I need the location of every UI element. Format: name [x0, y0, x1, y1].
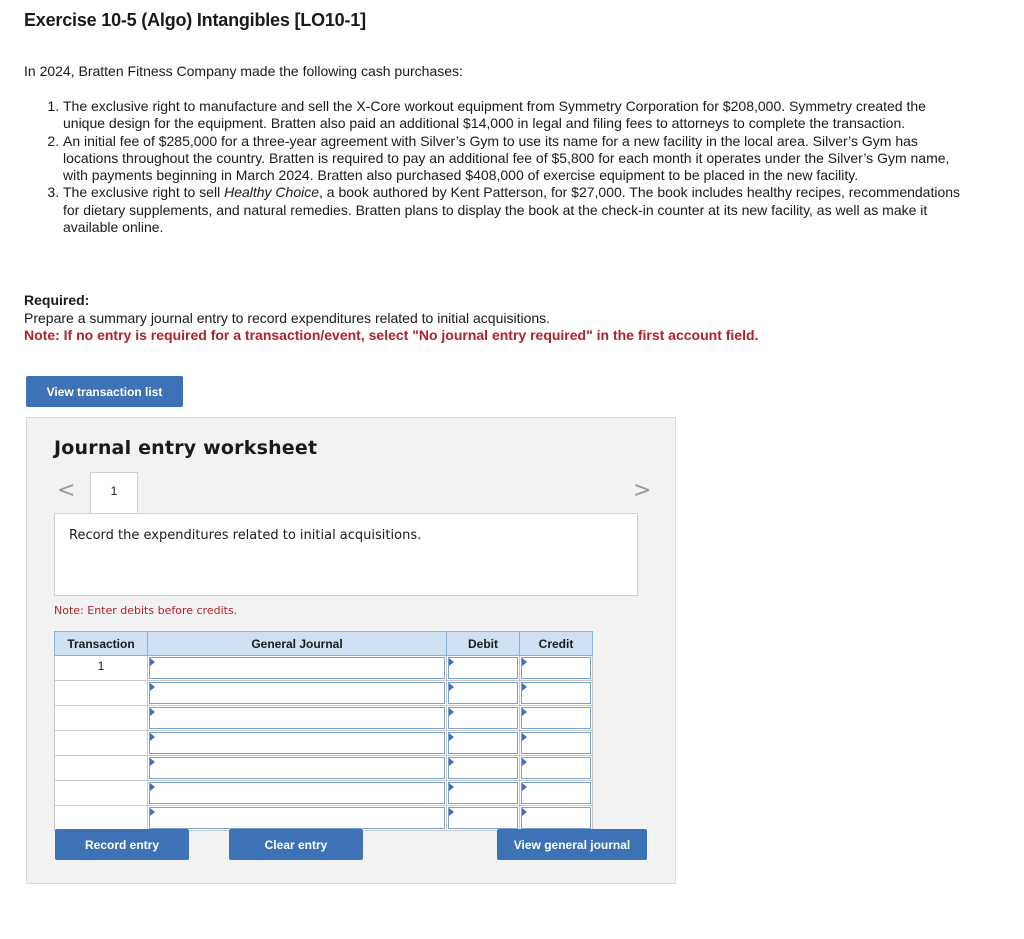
transaction-cell — [55, 706, 148, 731]
intro-text: In 2024, Bratten Fitness Company made the following cash purchases: — [24, 63, 463, 79]
debit-field[interactable] — [447, 756, 520, 781]
account-field[interactable] — [148, 756, 447, 781]
table-row — [55, 656, 593, 681]
transaction-cell: 1 — [55, 656, 148, 681]
view-transaction-list-button[interactable]: View transaction list — [26, 376, 183, 407]
required-section — [24, 292, 758, 345]
purchase-list — [40, 98, 963, 236]
description-text: Record the expenditures related to initial acquisitions. — [69, 528, 422, 543]
header-transaction: Transaction — [55, 632, 148, 656]
header-debit: Debit — [447, 632, 520, 656]
account-field[interactable] — [148, 656, 447, 681]
prev-arrow-icon[interactable]: < — [57, 478, 76, 503]
debit-field[interactable] — [447, 781, 520, 806]
account-field[interactable] — [148, 806, 447, 831]
account-field[interactable] — [148, 781, 447, 806]
credit-field[interactable] — [520, 806, 593, 831]
credit-field[interactable] — [520, 781, 593, 806]
item-text: An initial fee of $285,000 for a three-year agreement with Silver’s Gym to use its name for a new facility in the local area. Silver’s Gym has locations throughout the country. Bratten is required to pay an additional fee of $5,800 for each month it operates under the Silver’s Gym name, with payments beginning in March 2024. Bratten also purchased $408,000 of exercise equipment to be placed in the new facility. — [63, 132, 950, 184]
account-field[interactable] — [148, 731, 447, 756]
account-field[interactable] — [148, 706, 447, 731]
transaction-cell — [55, 681, 148, 706]
account-field[interactable] — [148, 681, 447, 706]
required-label: Required: — [24, 292, 90, 308]
table-row — [55, 781, 593, 806]
credit-field[interactable] — [520, 656, 593, 681]
table-row — [55, 706, 593, 731]
page-title: Exercise 10-5 (Algo) Intangibles [LO10-1] — [24, 10, 366, 30]
required-instruction: Prepare a summary journal entry to record expenditures related to initial acquisitions. — [24, 309, 551, 326]
item-text-post: , a book authored by Kent Patterson, for $27,000. The book includes healthy recipes, recommendations for dietary supplements, and natural remedies. Bratten plans to display the book at the check-in counter at its new facility, as well as make it available online. — [63, 184, 961, 236]
list-item — [63, 184, 963, 236]
table-row — [55, 806, 593, 831]
header-general-journal: General Journal — [148, 632, 447, 656]
tab-1[interactable]: 1 — [90, 472, 138, 514]
transaction-cell — [55, 781, 148, 806]
view-general-journal-button[interactable]: View general journal — [497, 829, 647, 860]
required-note: Note: If no entry is required for a transaction/event, select "No journal entry required" in the first account field. — [24, 327, 759, 343]
journal-entry-worksheet — [26, 417, 676, 884]
description-box — [54, 513, 638, 596]
list-item — [63, 98, 963, 133]
list-item — [63, 133, 963, 185]
transaction-cell — [55, 756, 148, 781]
credit-field[interactable] — [520, 731, 593, 756]
debit-field[interactable] — [447, 731, 520, 756]
next-arrow-icon[interactable]: > — [633, 478, 652, 503]
table-row — [55, 681, 593, 706]
credit-field[interactable] — [520, 756, 593, 781]
debit-field[interactable] — [447, 681, 520, 706]
journal-table — [54, 631, 593, 831]
debit-field[interactable] — [447, 806, 520, 831]
transaction-cell — [55, 731, 148, 756]
clear-entry-button[interactable]: Clear entry — [229, 829, 363, 860]
credit-field[interactable] — [520, 681, 593, 706]
table-row — [55, 731, 593, 756]
record-entry-button[interactable]: Record entry — [55, 829, 189, 860]
debit-credit-note: Note: Enter debits before credits. — [54, 604, 238, 617]
worksheet-title: Journal entry worksheet — [54, 437, 318, 459]
book-title: Healthy Choice — [224, 184, 320, 201]
transaction-cell — [55, 806, 148, 831]
credit-field[interactable] — [520, 706, 593, 731]
debit-field[interactable] — [447, 706, 520, 731]
table-row — [55, 756, 593, 781]
header-credit: Credit — [520, 632, 593, 656]
item-text-pre: The exclusive right to sell — [63, 184, 225, 201]
debit-field[interactable] — [447, 656, 520, 681]
item-text: The exclusive right to manufacture and sell the X-Core workout equipment from Symmetry Corporation for $208,000. Symmetry created the unique design for the equipment. Bratten also paid an additional $14,000 in legal and filing fees to attorneys to complete the transaction. — [63, 98, 926, 132]
